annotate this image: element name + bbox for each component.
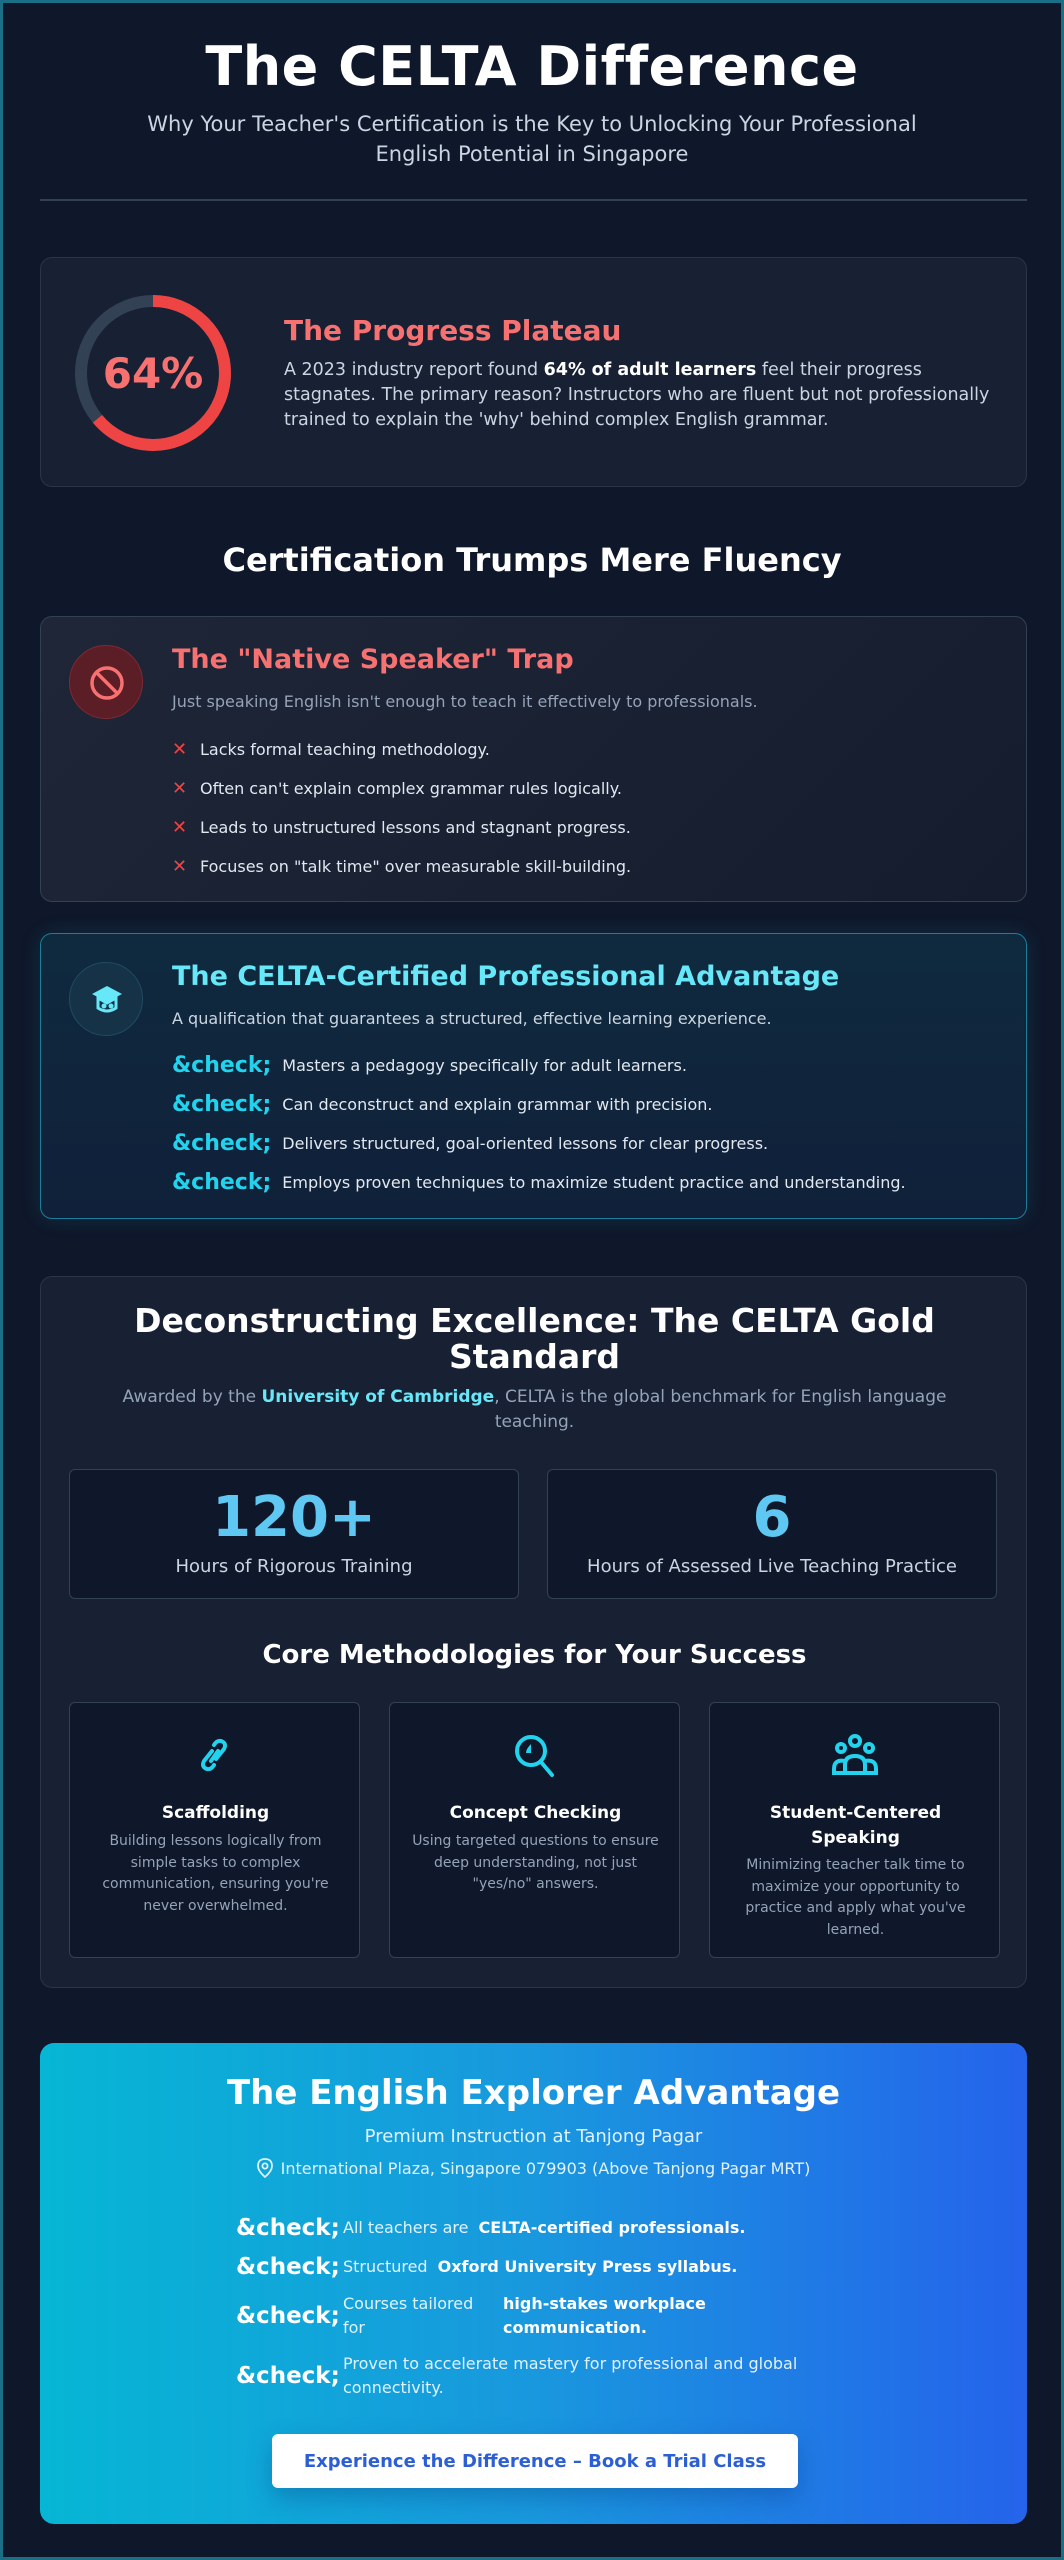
list-item: &check; Proven to accelerate mastery for professional and global connectivity. — [236, 2354, 798, 2397]
trap-subtitle: Just speaking English isn't enough to teach it effectively to professionals. — [172, 692, 758, 711]
cta-title: The English Explorer Advantage — [226, 2073, 841, 2113]
page-title: The CELTA Difference — [205, 35, 859, 98]
stat-label: Hours of Assessed Live Teaching Practice — [587, 1556, 957, 1577]
check-icon: &check; — [172, 1053, 272, 1078]
progress-percent: 64% — [102, 348, 204, 398]
graduation-cap-icon — [69, 962, 143, 1036]
address-text: International Plaza, Singapore 079903 (Above Tanjong Pagar MRT) — [280, 2158, 811, 2178]
celta-advantage-card — [40, 933, 1027, 1219]
check-icon: &check; — [172, 1170, 272, 1195]
stat-teaching-practice — [547, 1469, 997, 1599]
cta-address — [40, 2158, 1027, 2178]
check-icon: &check; — [236, 2214, 340, 2241]
list-item: &check; Structured Oxford University Press syllabus. — [236, 2253, 738, 2280]
method-name: Scaffolding — [161, 1803, 270, 1823]
header-divider — [40, 199, 1027, 201]
english-explorer-cta — [40, 2043, 1027, 2524]
progress-plateau-card — [40, 257, 1027, 487]
advantage-subtitle: A qualification that guarantees a structured, effective learning experience. — [172, 1009, 772, 1028]
stat-value: 6 — [752, 1485, 792, 1550]
ban-icon — [69, 645, 143, 719]
list-item: ✕ Often can't explain complex grammar rules logically. — [172, 778, 622, 799]
list-item: ✕ Leads to unstructured lessons and stagnant progress. — [172, 817, 631, 838]
check-icon: &check; — [172, 1092, 272, 1117]
excellence-title: Deconstructing Excellence: The CELTA Gold Standard — [134, 1301, 935, 1376]
check-icon: &check; — [236, 2303, 340, 2329]
method-card-student-centered — [709, 1702, 1000, 1958]
list-item: &check; Masters a pedagogy specifically for adult learners. — [172, 1053, 687, 1078]
x-icon: ✕ — [172, 856, 188, 877]
method-card-concept-checking — [389, 1702, 680, 1958]
plateau-highlight: 64% of adult learners — [543, 360, 757, 380]
list-item: &check; Delivers structured, goal-oriented lessons for clear progress. — [172, 1131, 769, 1156]
celta-excellence-section — [40, 1276, 1027, 1988]
x-icon: ✕ — [172, 817, 188, 838]
native-speaker-trap-card — [40, 616, 1027, 902]
list-item: &check; Courses tailored for high-stakes workplace communication. — [236, 2294, 706, 2337]
book-trial-class-button[interactable]: Experience the Difference – Book a Trial Class — [272, 2434, 798, 2488]
cta-subtitle: Premium Instruction at Tanjong Pagar — [364, 2126, 703, 2147]
page-subtitle: Why Your Teacher's Certification is the Key to Unlocking Your Professional English Potential in Singapore — [147, 112, 917, 166]
link-icon — [190, 1731, 240, 1781]
cta-benefits-list — [236, 2208, 836, 2406]
x-icon: ✕ — [172, 778, 188, 799]
method-description: Building lessons logically from simple tasks to complex communication, ensuring you're never overwhelmed. — [102, 1833, 329, 1914]
x-icon: ✕ — [172, 739, 188, 760]
method-description: Minimizing teacher talk time to maximize your opportunity to practice and apply what you've learned. — [745, 1857, 966, 1938]
stat-training-hours — [69, 1469, 519, 1599]
cambridge-highlight: University of Cambridge — [261, 1387, 495, 1407]
advantage-list — [172, 1046, 906, 1202]
check-icon: &check; — [172, 1131, 272, 1156]
method-name: Concept Checking — [449, 1803, 622, 1823]
method-description: Using targeted questions to ensure deep understanding, not just "yes/no" answers. — [412, 1833, 659, 1892]
trap-list — [172, 730, 631, 886]
advantage-title: The CELTA-Certified Professional Advantage — [172, 961, 840, 992]
list-item: ✕ Lacks formal teaching methodology. — [172, 739, 490, 760]
list-item: &check; Employs proven techniques to maximize student practice and understanding. — [172, 1170, 906, 1195]
list-item: ✕ Focuses on "talk time" over measurable skill-building. — [172, 856, 632, 877]
check-icon: &check; — [236, 2363, 340, 2389]
comparison-section-title: Certification Trumps Mere Fluency — [222, 541, 842, 579]
plateau-description: A 2023 industry report found 64% of adult learners feel their progress stagnates. The primary reason? Instructors who are fluent but not professionally trained to explain the 'why' behind complex English grammar. — [284, 360, 990, 430]
methodologies-title: Core Methodologies for Your Success — [262, 1640, 807, 1670]
list-item: &check; All teachers are CELTA-certified professionals. — [236, 2214, 746, 2241]
stat-value: 120+ — [212, 1485, 376, 1550]
plateau-title: The Progress Plateau — [284, 314, 622, 347]
method-name: Student-Centered Speaking — [769, 1803, 942, 1848]
users-icon — [830, 1731, 880, 1781]
stat-label: Hours of Rigorous Training — [175, 1556, 413, 1577]
search-check-icon — [510, 1731, 560, 1781]
method-card-scaffolding — [69, 1702, 360, 1958]
trap-title: The "Native Speaker" Trap — [172, 644, 574, 675]
check-icon: &check; — [236, 2253, 340, 2280]
excellence-subtitle: Awarded by the University of Cambridge, CELTA is the global benchmark for English language teaching. — [122, 1387, 947, 1432]
map-pin-icon — [257, 2158, 273, 2178]
list-item: &check; Can deconstruct and explain grammar with precision. — [172, 1092, 713, 1117]
